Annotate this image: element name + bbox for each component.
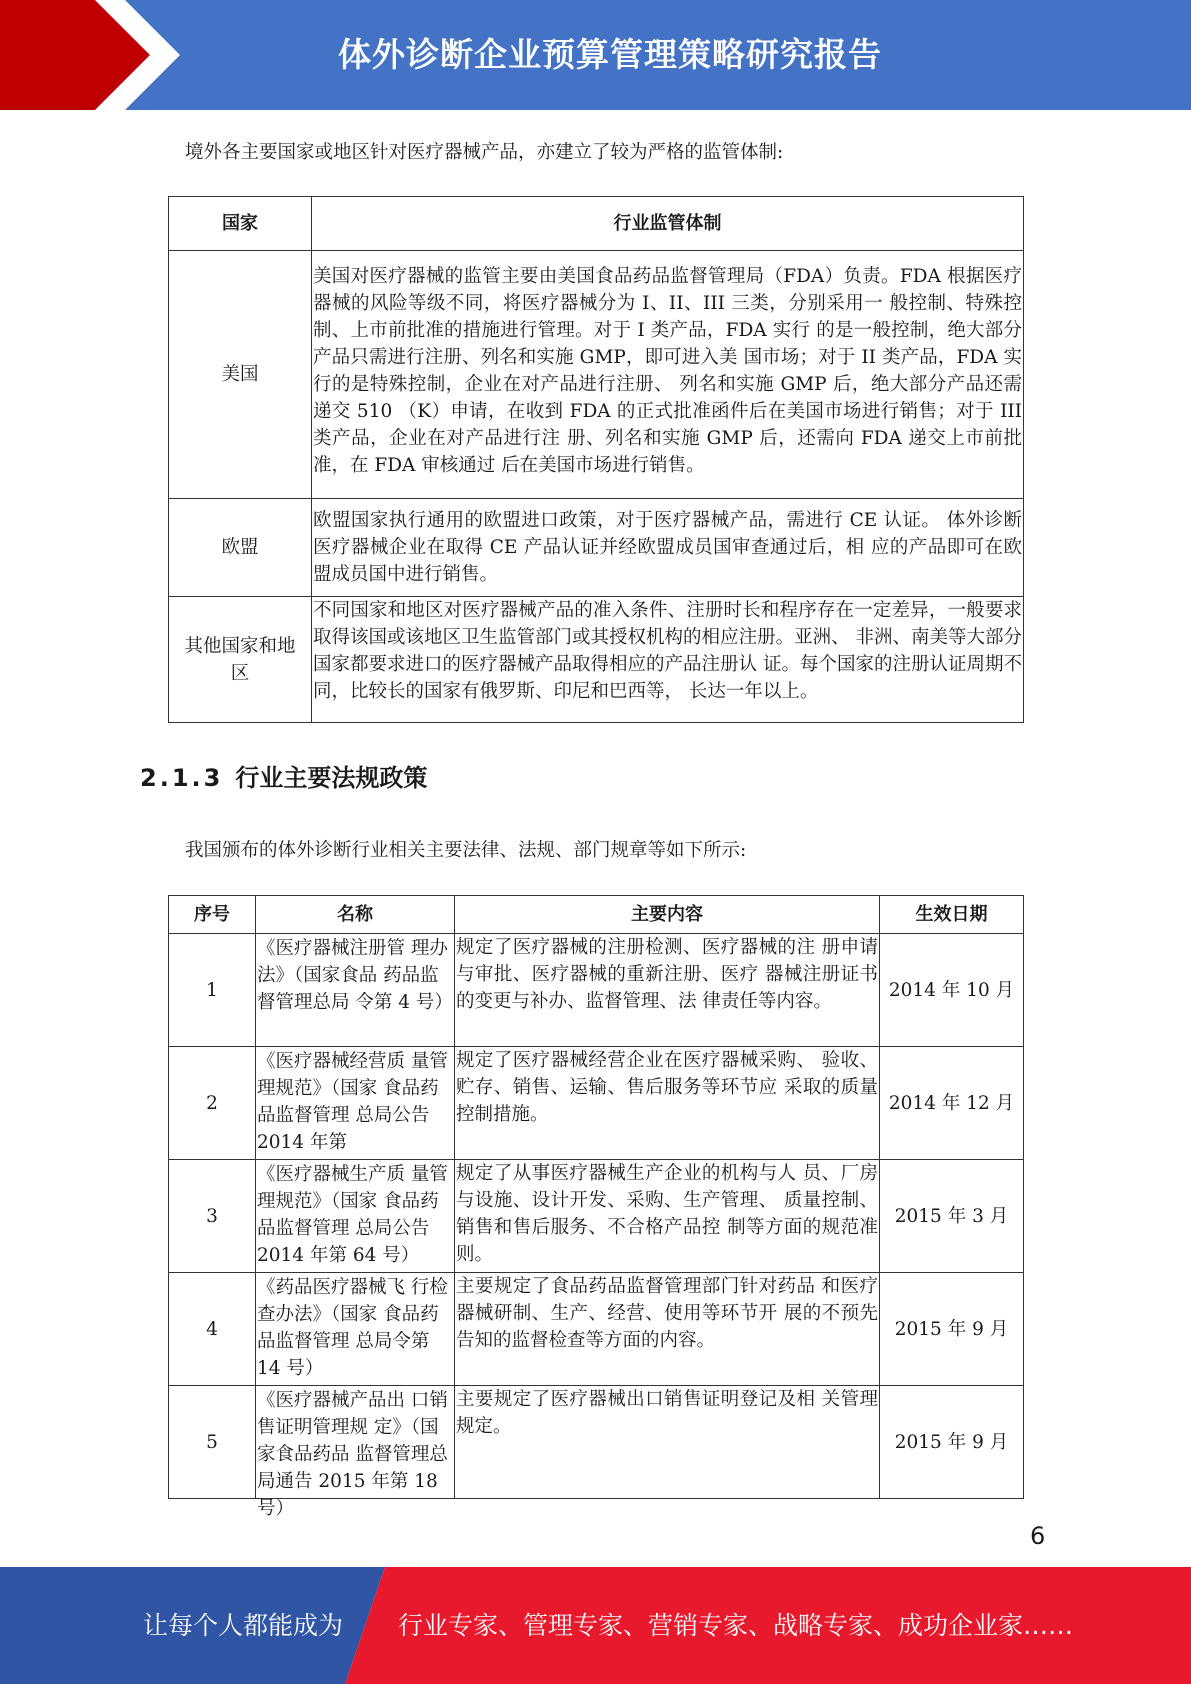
row-number: 1 [169,934,256,1047]
law-name: 《药品医疗器械飞 行检查办法》（国家 食品药品监督管理 总局令第 14 号） [257,1277,448,1379]
law-content: 主要规定了医疗器械出口销售证明登记及相 关管理规定。 [456,1389,878,1437]
country-cell: 美国 [169,251,312,499]
law-name: 《医疗器械生产质 量管理规范》（国家 食品药品监督管理 总局公告 2014 年第 64 号） [257,1164,448,1266]
row-number: 5 [169,1386,256,1499]
table-row [169,597,1024,723]
regulation-table [168,196,1024,723]
column-header-content: 主要内容 [455,896,880,934]
laws-intro-paragraph: 我国颁布的体外诊断行业相关主要法律、法规、部门规章等如下所示: [185,840,747,861]
table-row [169,251,1024,499]
section-title: 行业主要法规政策 [235,764,428,792]
law-name-cell [256,1160,455,1273]
row-number: 2 [169,1047,256,1160]
law-name: 《医疗器械产品出 口销售证明管理规 定》（国家食品药品 监督管理总局通告 2015 年第 18 号） [257,1390,448,1519]
country-label: 其他国家和地区 [184,635,296,684]
section-heading [140,758,427,793]
column-header-name: 名称 [256,896,455,934]
law-content-cell [455,1160,880,1273]
table-row [169,1047,1024,1160]
column-header-number: 序号 [169,896,256,934]
table-row [169,934,1024,1047]
report-title: 体外诊断企业预算管理策略研究报告 [338,35,882,74]
table-row [169,1273,1024,1386]
regulation-text-cell: 美国对医疗器械的监管主要由美国食品药品监督管理局（FDA）负责。FDA 根据医疗器械的风险等级不同，将医疗器械分为 I、II、III 三类，分别采用一 般控制、特殊控制、上市前批准的措施进行管理。对于 I 类产品，FDA 实行 的是一般控制，绝大部分产品只需进行注册、列名和实施 GMP，即可进入美 国市场；对于 II 类产品，FDA 实行的是特殊控制，企业在对产品进行注册、 列名和实施 GMP 后，绝大部分产品还需递交 510 （K）申请，在收到 FDA 的正式批准函件后在美国市场进行销售；对于 III 类产品，企业在对产品进行注 册、列名和实施 GMP 后，还需向 FDA 递交上市前批准，在 FDA 审核通过 后在美国市场进行销售。 [312,251,1024,499]
country-cell [169,597,312,723]
law-name: 《医疗器械经营质 量管理规范》（国家 食品药品监督管理 总局公告 2014 年第 [257,1051,448,1153]
page-header [0,0,1191,110]
law-name-cell [256,1047,455,1160]
footer-slogan-right: 行业专家、管理专家、营销专家、战略专家、成功企业家…… [398,1611,1074,1640]
law-content: 规定了医疗器械经营企业在医疗器械采购、 验收、贮存、销售、运输、售后服务等环节应 采取的质量控制措施。 [456,1050,878,1125]
column-header-regulation: 行业监管体制 [312,197,1024,251]
law-content: 规定了医疗器械的注册检测、医疗器械的注 册申请与审批、医疗器械的重新注册、医疗 器械注册证书的变更与补办、监督管理、法 律责任等内容。 [456,937,878,1012]
effective-date: 2015 年 9 月 [880,1386,1024,1499]
effective-date: 2015 年 3 月 [880,1160,1024,1273]
page-number: 6 [1030,1522,1046,1550]
law-name: 《医疗器械注册管 理办法》（国家食品 药品监督管理总局 令第 4 号） [257,938,453,1013]
regulation-text-cell [312,597,1024,723]
table-row [169,1386,1024,1499]
law-content: 主要规定了食品药品监督管理部门针对药品 和医疗器械研制、生产、经营、使用等环节开 展的不预先告知的监督检查等方面的内容。 [456,1276,878,1351]
regulation-text: 不同国家和地区对医疗器械产品的准入条件、注册时长和程序存在一定差异，一般要求取得该国或该地区卫生监管部门或其授权机构的相应注册。亚洲、 非洲、南美等大部分国家都要求进口的医疗器械产品取得相应的产品注册认 证。每个国家的注册认证周期不同，比较长的国家有俄罗斯、印尼和巴西等， 长达一年以上。 [313,600,1022,702]
law-content: 规定了从事医疗器械生产企业的机构与人 员、厂房与设施、设计开发、采购、生产管理、 质量控制、销售和售后服务、不合格产品控 制等方面的规范准则。 [456,1163,878,1265]
column-header-date: 生效日期 [880,896,1024,934]
law-content-cell [455,1273,880,1386]
row-number: 4 [169,1273,256,1386]
law-name-cell [256,1273,455,1386]
table-row [169,499,1024,597]
law-name-cell [256,1386,455,1519]
section-number: 2.1.3 [140,764,224,792]
law-content-cell [455,934,880,1047]
law-name-cell [256,934,455,1047]
footer-slogan-left: 让每个人都能成为 [143,1611,344,1640]
regulation-text-cell: 欧盟国家执行通用的欧盟进口政策，对于医疗器械产品，需进行 CE 认证。 体外诊断医疗器械企业在取得 CE 产品认证并经欧盟成员国审查通过后，相 应的产品即可在欧盟成员国中进行销售。 [312,499,1024,597]
effective-date: 2014 年 12 月 [880,1047,1024,1160]
law-content-cell [455,1047,880,1160]
intro-paragraph: 境外各主要国家或地区针对医疗器械产品，亦建立了较为严格的监管体制: [185,142,784,163]
laws-table [168,895,1024,1519]
country-cell: 欧盟 [169,499,312,597]
table-row [169,1160,1024,1273]
column-header-country: 国家 [169,197,312,251]
effective-date: 2015 年 9 月 [880,1273,1024,1386]
law-content-cell [455,1386,880,1499]
page-footer [0,1567,1191,1684]
row-number: 3 [169,1160,256,1273]
effective-date: 2014 年 10 月 [880,934,1024,1047]
